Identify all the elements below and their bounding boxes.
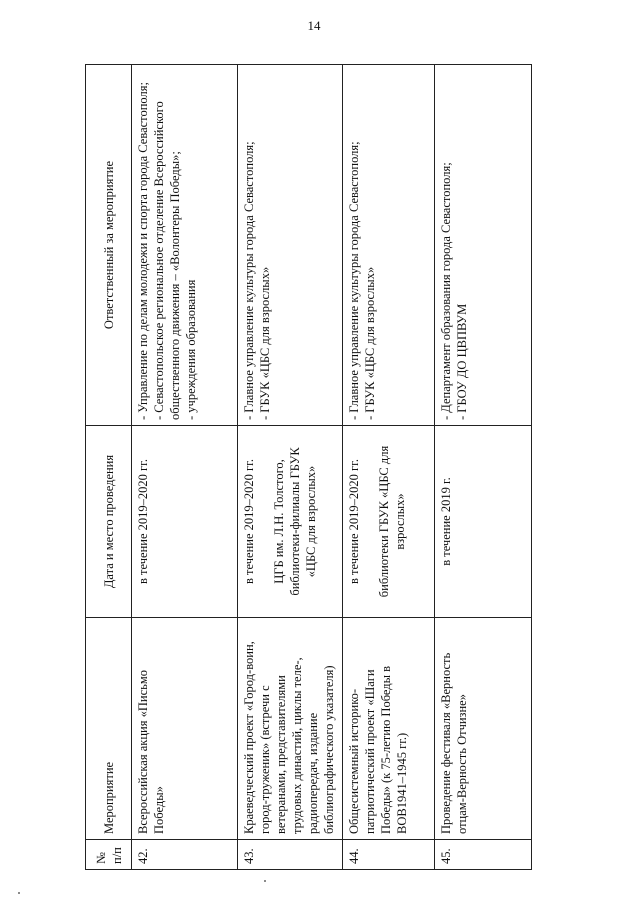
events-table — [85, 64, 532, 870]
responsible-line: - Главное управление культуры города Севастополя; — [347, 141, 361, 420]
page-number: 14 — [307, 18, 321, 33]
row-responsible — [132, 65, 238, 426]
responsible-line: - учреждения образования — [184, 279, 198, 420]
date-line: в течение 2019–2020 гг. — [136, 459, 150, 584]
date-line: в течение 2019–2020 гг. — [347, 459, 361, 584]
row-event: Общесистемный историко-патриотический проект «Шаги Победы» (к 75-летию Победы в ВОВ1941–1945 гг.) — [343, 618, 435, 840]
row-responsible — [435, 65, 532, 426]
header-date: Дата и место проведения — [86, 426, 132, 618]
row-date — [435, 426, 532, 618]
header-responsible: Ответственный за мероприятие — [86, 65, 132, 426]
row-num: 42. — [132, 840, 238, 870]
row-event: Всероссийская акция «Письмо Победы» — [132, 618, 238, 840]
scan-speck — [264, 880, 266, 882]
row-date — [343, 426, 435, 618]
header-num: № п/п — [86, 840, 132, 870]
responsible-line: - Севастопольское региональное отделение Всероссийского общественного движения – «Волонтеры Победы»; — [152, 101, 182, 420]
rotated-table-wrapper — [85, 65, 531, 870]
row-num: 43. — [238, 840, 343, 870]
row-date — [238, 426, 343, 618]
row-event: Краеведческий проект «Город-воин, город-труженик» (встречи с ветеранами, представителями трудовых династий, циклы теле-, радиопередач, издание библиографического указателя) — [238, 618, 343, 840]
table-row — [343, 65, 435, 870]
row-responsible — [238, 65, 343, 426]
venue-line: ЦГБ им. Л.Н. Толстого, библиотеки-филиалы ГБУК «ЦБС для взрослых» — [272, 447, 318, 596]
row-date — [132, 426, 238, 618]
venue-line: библиотеки ГБУК «ЦБС для взрослых» — [377, 445, 407, 598]
table-header-row — [86, 65, 132, 870]
date-line: в течение 2019 г. — [439, 477, 453, 566]
responsible-line: - ГБОУ ДО ЦВПВУМ — [455, 303, 469, 420]
responsible-line: - Главное управление культуры города Севастополя; — [242, 141, 256, 420]
scan-speck — [18, 892, 20, 894]
header-event: Мероприятие — [86, 618, 132, 840]
responsible-line: - ГБУК «ЦБС для взрослых» — [363, 266, 377, 420]
row-num: 44. — [343, 840, 435, 870]
row-responsible — [343, 65, 435, 426]
table-row — [132, 65, 238, 870]
table-row — [435, 65, 532, 870]
responsible-line: - ГБУК «ЦБС для взрослых» — [258, 266, 272, 420]
table-row — [238, 65, 343, 870]
responsible-line: - Управление по делам молодежи и спорта города Севастополя; — [136, 82, 150, 420]
row-num: 45. — [435, 840, 532, 870]
row-event: Проведение фестиваля «Верность отцам-Верность Отчизне» — [435, 618, 532, 840]
date-line: в течение 2019–2020 гг. — [242, 459, 256, 584]
responsible-line: - Департамент образования города Севастополя; — [439, 162, 453, 420]
